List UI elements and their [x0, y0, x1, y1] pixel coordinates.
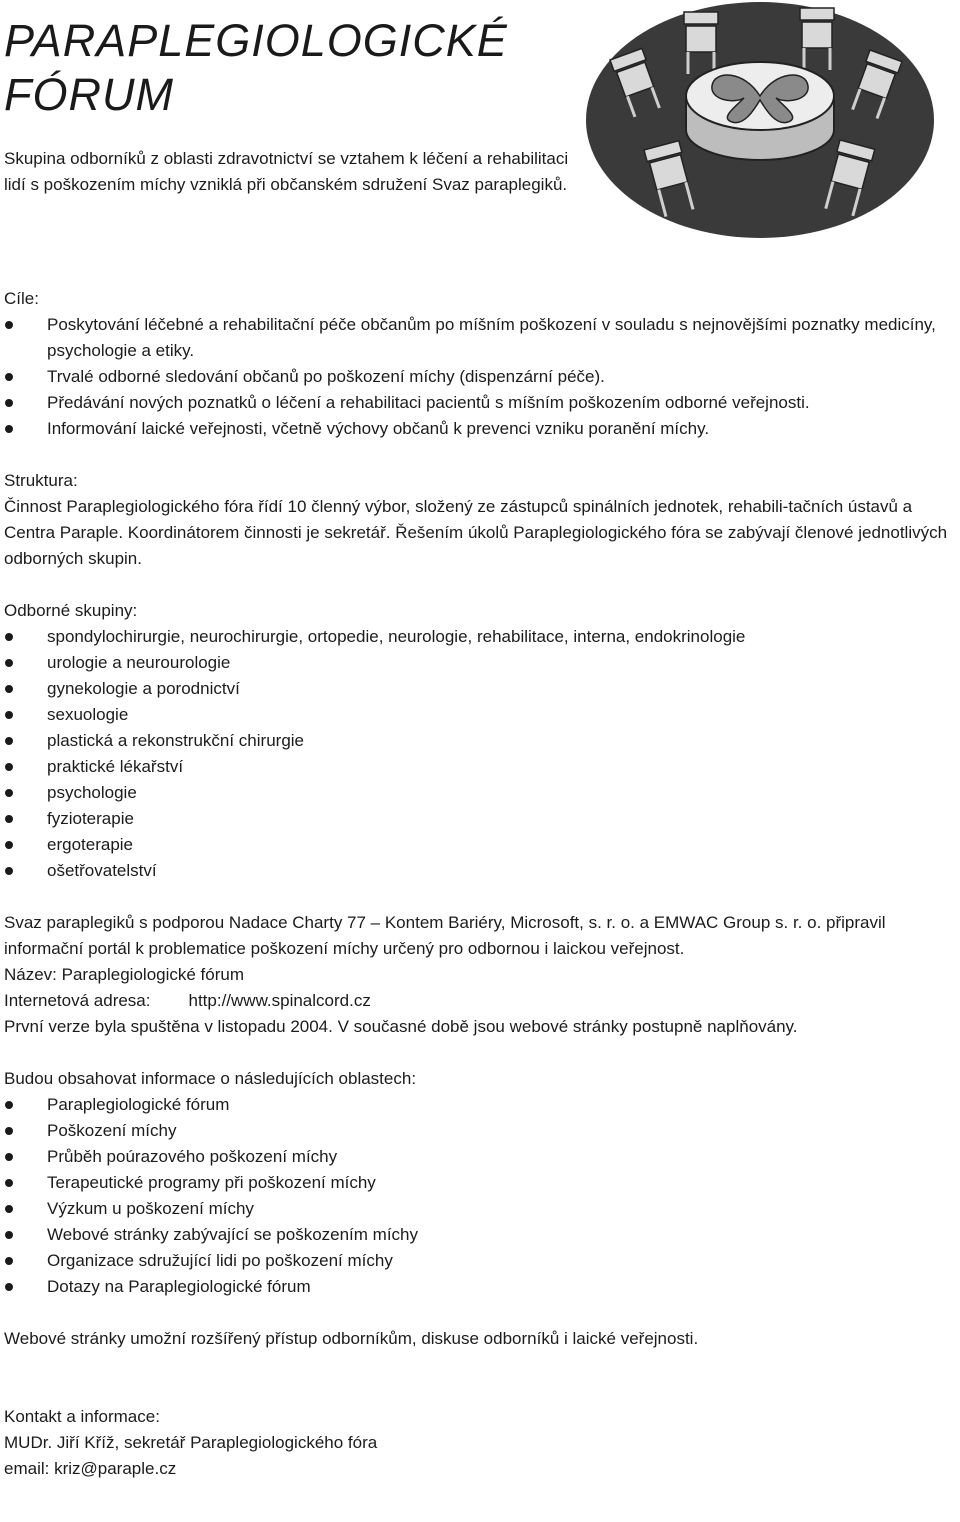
list-item: Poskytování léčebné a rehabilitační péče občanům po míšním poškození v souladu s nejnovějšími poznatky medicíny, psychologie a etiky. — [4, 312, 958, 364]
list-item: spondylochirurgie, neurochirurgie, ortopedie, neurologie, rehabilitace, interna, endokrinologie — [4, 624, 958, 650]
list-item: plastická a rekonstrukční chirurgie — [4, 728, 958, 754]
list-item: gynekologie a porodnictví — [4, 676, 958, 702]
goals-heading: Cíle: — [4, 289, 39, 308]
list-item: fyzioterapie — [4, 806, 958, 832]
groups-list — [4, 624, 958, 884]
list-item: Webové stránky zabývající se poškozením míchy — [4, 1222, 958, 1248]
page-title — [4, 14, 508, 122]
contact-person: MUDr. Jiří Kříž, sekretář Paraplegiologického fóra — [4, 1433, 378, 1452]
list-item: ošetřovatelství — [4, 858, 958, 884]
main-content — [4, 286, 958, 1482]
website-link[interactable]: http://www.spinalcord.cz — [188, 991, 371, 1010]
list-item: Poškození míchy — [4, 1118, 958, 1144]
list-item: Paraplegiologické fórum — [4, 1092, 958, 1118]
list-item: Předávání nových poznatků o léčení a rehabilitaci pacientů s míšním poškozením odborné veřejnosti. — [4, 390, 958, 416]
list-item: sexuologie — [4, 702, 958, 728]
contact-heading: Kontakt a informace: — [4, 1407, 160, 1426]
goals-list — [4, 312, 958, 442]
topics-heading: Budou obsahovat informace o následujících oblastech: — [4, 1069, 417, 1088]
portal-text: Svaz paraplegiků s podporou Nadace Charty 77 – Kontem Bariéry, Microsoft, s. r. o. a EMWAC Group s. r. o. připravil informační portál k problematice poškození míchy určený pro odbornou i laickou veřejnost. — [4, 913, 886, 958]
structure-text: Činnost Paraplegiologického fóra řídí 10 členný výbor, složený ze zástupců spinálních jednotek, rehabili-tačních ústavů a Centra Paraple. Koordinátorem činnosti je sekretář. Řešením úkolů Paraplegiologického fóra se zabývají členové jednotlivých odborných skupin. — [4, 497, 948, 568]
portal-address — [4, 988, 958, 1014]
list-item: Trvalé odborné sledování občanů po poškození míchy (dispenzární péče). — [4, 364, 958, 390]
closing-text: Webové stránky umožní rozšířený přístup odborníkům, diskuse odborníků i laické veřejnosti. — [4, 1329, 699, 1348]
list-item: Průběh poúrazového poškození míchy — [4, 1144, 958, 1170]
topics-list — [4, 1092, 958, 1300]
list-item: Výzkum u poškození míchy — [4, 1196, 958, 1222]
list-item: Terapeutické programy při poškození míchy — [4, 1170, 958, 1196]
portal-name: Název: Paraplegiologické fórum — [4, 965, 245, 984]
portal-launch: První verze byla spuštěna v listopadu 2004. V současné době jsou webové stránky postupně naplňovány. — [4, 1017, 798, 1036]
list-item: Dotazy na Paraplegiologické fórum — [4, 1274, 958, 1300]
spinal-cord-cross-section-with-chairs-icon — [584, 0, 938, 246]
address-label: Internetová adresa: — [4, 991, 151, 1010]
intro-paragraph: Skupina odborníků z oblasti zdravotnictví se vztahem k léčení a rehabilitaci lidí s poškozením míchy vzniklá při občanském sdružení Svaz paraplegiků. — [4, 149, 569, 194]
list-item: psychologie — [4, 780, 958, 806]
contact-email[interactable]: email: kriz@paraple.cz — [4, 1459, 177, 1478]
title-line-2: FÓRUM — [4, 69, 174, 120]
list-item: Organizace sdružující lidi po poškození míchy — [4, 1248, 958, 1274]
list-item: praktické lékařství — [4, 754, 958, 780]
title-line-1: PARAPLEGIOLOGICKÉ — [4, 15, 508, 66]
list-item: urologie a neurourologie — [4, 650, 958, 676]
list-item: Informování laické veřejnosti, včetně výchovy občanů k prevenci vzniku poranění míchy. — [4, 416, 958, 442]
structure-heading: Struktura: — [4, 471, 78, 490]
list-item: ergoterapie — [4, 832, 958, 858]
groups-heading: Odborné skupiny: — [4, 601, 138, 620]
